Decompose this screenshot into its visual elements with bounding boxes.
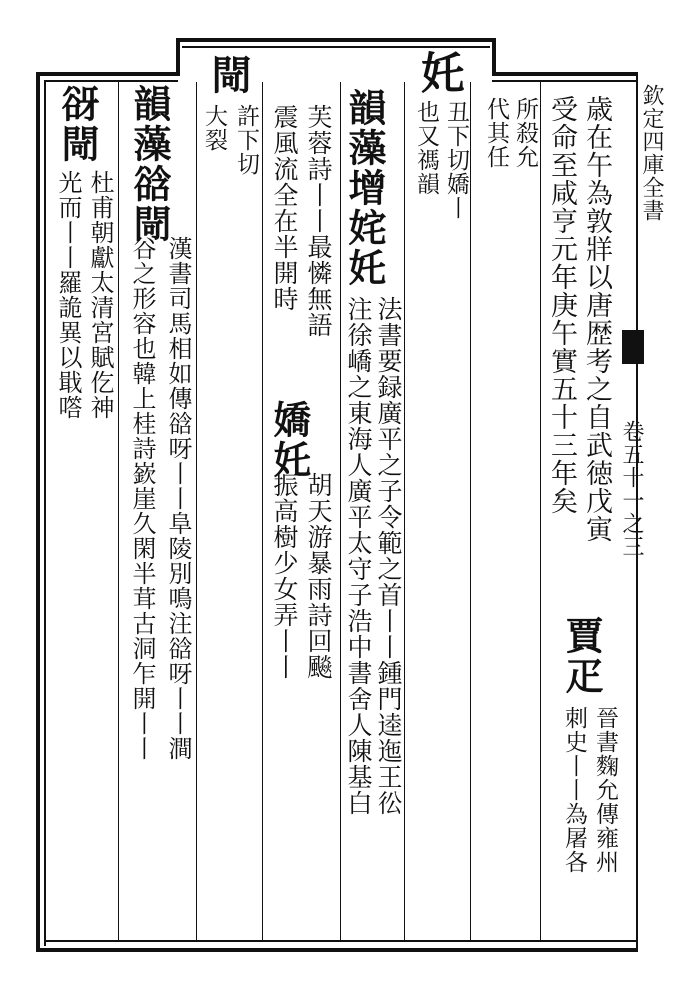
frame-left-outer bbox=[36, 72, 40, 952]
frame-bottom-outer bbox=[36, 948, 638, 952]
text-column-11: 芙蓉詩丨丨最憐無語 bbox=[304, 104, 333, 338]
text-column-01: 歳在午為敦牂以唐歴考之自武徳戊寅 bbox=[581, 95, 612, 543]
text-column-19: 杜甫朝獻太清宮賦仡神 bbox=[86, 170, 114, 420]
frame-tab-left bbox=[176, 38, 180, 76]
frame-top-outer-left bbox=[36, 72, 178, 76]
text-column-09: 法書要録廣平之子令範之首丨丨鍾門逵迤王彸 bbox=[374, 296, 403, 816]
headword-yunzao-hanxia: 韻藻谽閜 bbox=[127, 84, 172, 244]
text-column-14: 振高樹少女弄丨丨 bbox=[270, 472, 299, 680]
text-column-16: 大裂 bbox=[201, 104, 227, 152]
headword-xia: 閜 bbox=[205, 54, 252, 96]
column-divider-6 bbox=[470, 82, 471, 940]
text-column-07: 丑下切嬌丨 bbox=[443, 100, 469, 220]
frame-top-inner-right bbox=[492, 80, 638, 82]
text-column-12: 胡天游暴雨詩回飈 bbox=[304, 472, 333, 680]
header-margin-title: 欽定四庫全書 bbox=[639, 84, 664, 222]
text-column-20: 光而丨丨羅詭異以戢㗳 bbox=[54, 170, 82, 420]
headword-xia-xia: 谺閜 bbox=[55, 84, 100, 164]
headword-yunzao-zeng: 韻藻增姹奼 bbox=[342, 88, 387, 288]
headword-jia-pi: 賈疋 bbox=[559, 616, 604, 696]
frame-tab-top bbox=[176, 38, 496, 42]
frame-tab-top-inner bbox=[182, 46, 490, 48]
frame-bottom-inner bbox=[44, 940, 638, 942]
column-divider-3 bbox=[262, 82, 263, 940]
column-divider-4 bbox=[340, 82, 341, 940]
text-column-10: 注徐嶠之東海人廣平太守子浩中書舍人陳基白 bbox=[344, 296, 373, 816]
text-column-15: 許下切 bbox=[233, 104, 259, 176]
text-column-17: 漢書司馬相如傳谽呀丨丨阜陵別鳴注谽呀丨丨澗 bbox=[164, 236, 192, 761]
text-column-13: 震風流全在半開時 bbox=[270, 104, 299, 312]
side-tab-marker bbox=[622, 330, 644, 364]
text-column-08: 也又禡韻 bbox=[413, 100, 439, 196]
frame-tab-right bbox=[492, 38, 496, 76]
text-column-05: 晉書麴允傳雍州 bbox=[592, 706, 618, 874]
text-column-03: 所殺允 bbox=[512, 97, 538, 169]
column-divider-2 bbox=[196, 82, 197, 940]
frame-left-inner bbox=[44, 80, 46, 946]
text-column-04: 代其任 bbox=[483, 97, 509, 169]
text-column-18: 谷之形容也韓上桂詩嶔崖久閑半茸古洞乍開丨丨 bbox=[128, 236, 156, 761]
headword-jiao-cha: 嬌奼 bbox=[267, 400, 312, 480]
column-divider-7 bbox=[540, 82, 541, 940]
column-divider-1 bbox=[118, 82, 119, 940]
text-column-02: 受命至咸亨元年庚午實五十三年矣 bbox=[546, 95, 577, 515]
frame-top-inner-left bbox=[44, 80, 178, 82]
text-column-06: 刺史丨丨為屠各 bbox=[561, 706, 587, 874]
headword-cha: 奼 bbox=[413, 50, 464, 96]
column-divider-5 bbox=[404, 82, 405, 940]
frame-top-outer-right bbox=[492, 72, 638, 76]
side-label: 卷五十一之三 bbox=[619, 420, 644, 558]
